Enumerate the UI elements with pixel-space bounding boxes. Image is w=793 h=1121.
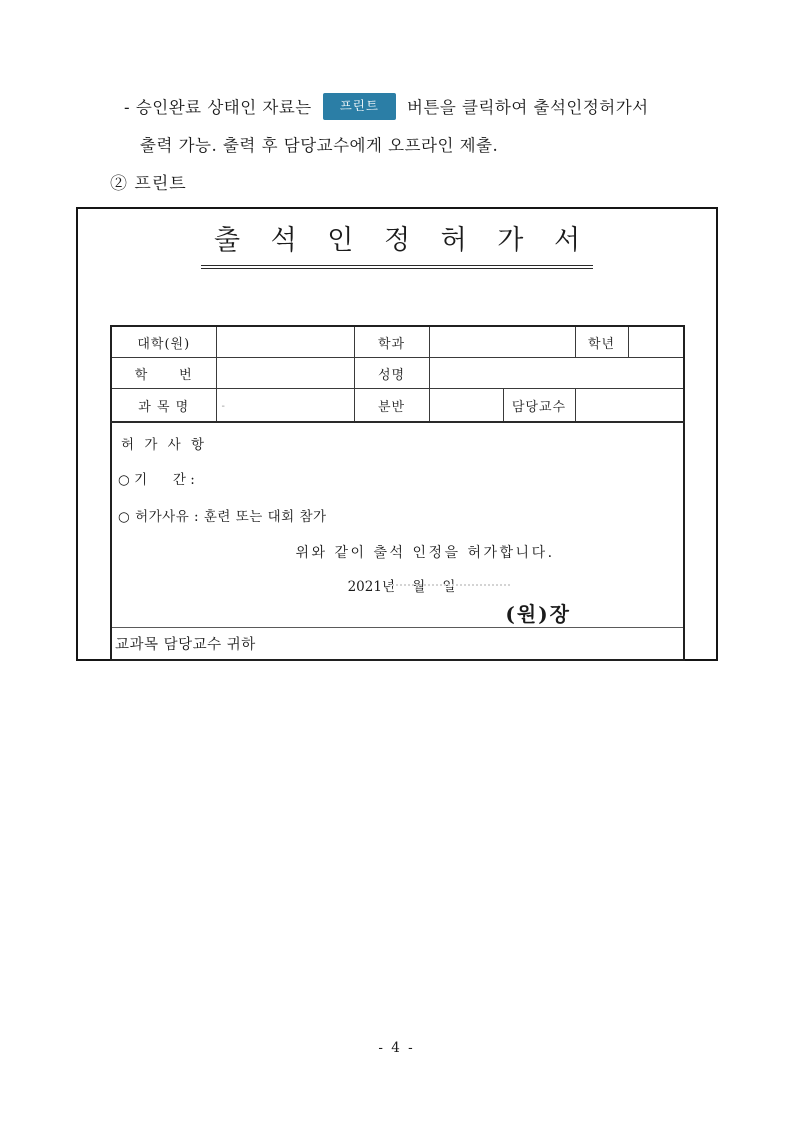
student-id-value-cell [216,358,354,389]
college-label: 대학(원) [111,326,216,358]
professor-label: 담당교수 [503,389,575,423]
class-section-label: 분반 [354,389,429,423]
permission-date-line: 2021년 월 일 [347,579,456,595]
form-title-wrap [78,218,716,269]
year-value-cell [628,326,684,358]
department-label: 학과 [354,326,429,358]
permission-heading: 허 가 사 항 [121,437,208,453]
attendance-permit-form [76,207,718,661]
permission-statement: 위와 같이 출석 인정을 허가합니다. [295,545,555,561]
instruction-text-before-button: - 승인완료 상태인 자료는 [124,98,312,118]
print-button[interactable]: 프린트 [323,93,396,120]
section-heading-print: ② 프린트 [110,173,187,194]
signer-title: (원)장 [505,602,571,626]
permission-reason-line: ○ 허가사유 : 훈련 또는 대회 참가 [118,509,327,525]
permission-details-cell [111,422,684,628]
permission-period-line: ○ 기 간 : [118,472,195,488]
subject-label: 과 목 명 [111,389,216,423]
student-id-label: 학 번 [111,358,216,389]
faint-dotted-scan-artifact [392,584,510,586]
page-number: - 4 - [378,1040,415,1056]
instruction-line-1 [110,93,775,120]
addressee-cell: 교과목 담당교수 귀하 [111,628,684,661]
class-section-value-cell [429,389,503,423]
permit-info-table [110,325,685,661]
name-label: 성명 [354,358,429,389]
year-label: 학년 [575,326,628,358]
instruction-text-after-button: 버튼을 클릭하여 출석인정허가서 [406,98,649,118]
stray-scan-mark: - [221,400,225,412]
professor-value-cell [575,389,684,423]
college-value-cell [216,326,354,358]
department-value-cell [429,326,575,358]
instruction-block [110,93,775,194]
instruction-line-2: 출력 가능. 출력 후 담당교수에게 오프라인 제출. [140,135,499,155]
name-value-cell [429,358,684,389]
form-title: 출 석 인 정 허 가 서 [201,218,593,269]
